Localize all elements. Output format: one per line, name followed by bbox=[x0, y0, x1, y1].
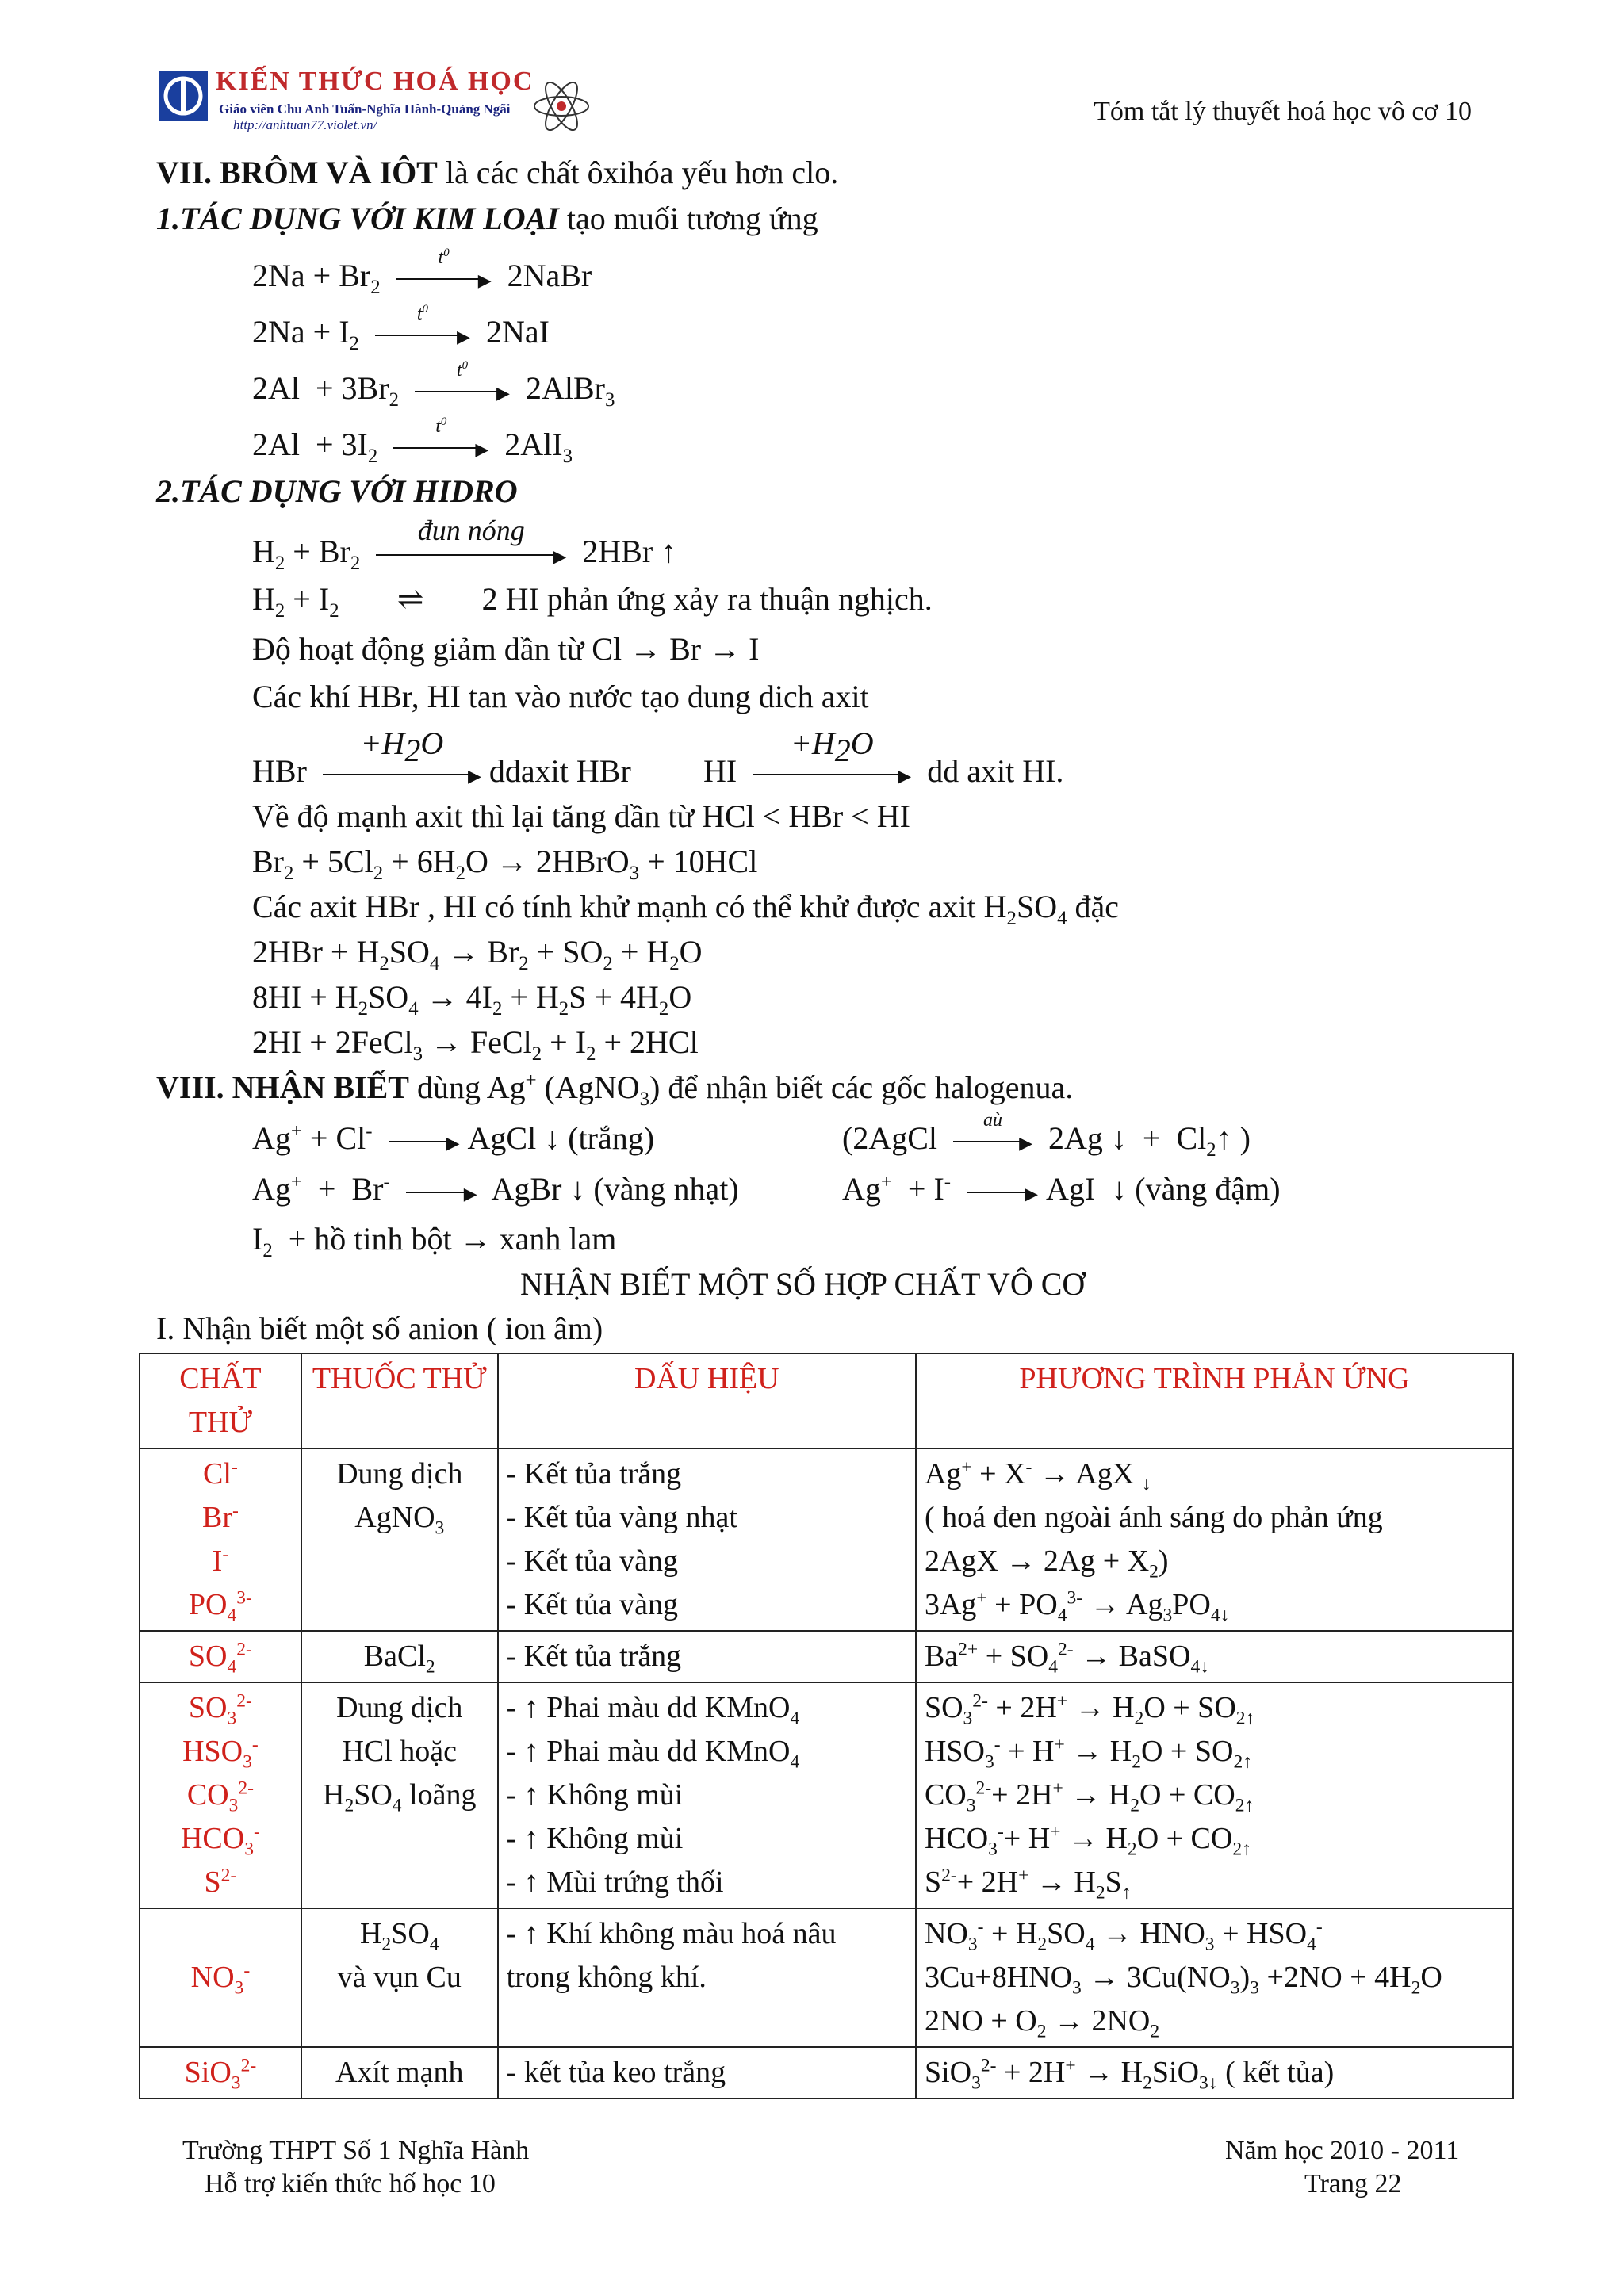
table-row bbox=[140, 1908, 1513, 2047]
acid-strength-note: Về độ mạnh axit thì lại tăng dần từ HCl < HBr < HI bbox=[252, 798, 910, 834]
cell-reagent: Axít mạnh bbox=[301, 2047, 498, 2099]
equation-agi: Ag+ + I- ▶ AgI ↓ (vàng đậm) bbox=[842, 1171, 1281, 1207]
cell-equation: $SO_3^{2-} + 2H^+ \to H_2O + SO_{2↑}$ $HSO_3^- + H^+ \to H_2O + SO_{2↑}$ $CO_3^{2-}+ 2H^+ \to H_2O + CO_{2↑}$ $HCO_3^-+ H^+ \to H_2O + CO_{2↑}$ $S^{2-}+ 2H^+ \to H_2S_↑$ bbox=[916, 1682, 1513, 1908]
equation-br2-cl2: $Br_2 + 5Cl_2 + 6H_2O$ → 2HBrO$_3$ + 10HCl bbox=[252, 844, 758, 884]
cell-equation: $NO_3^- + H_2SO_4 \to HNO_3 + HSO_4^-$ $3Cu+8HNO_3 \to 3Cu(NO_3)_3 +2NO + 4H_2O$ $2NO + O_2 \to 2NO_2$ bbox=[916, 1908, 1513, 2047]
section-7-heading: VII. BRÔM VÀ IÔT là các chất ôxihóa yếu hơn clo. bbox=[156, 155, 839, 190]
cell-sign: - Kết tủa trắng bbox=[498, 1631, 916, 1682]
cell-substance: $SO_4^{2-}$ bbox=[140, 1631, 301, 1682]
equation-hi-water: HI ▶ $+H_2O$ dd axit HI. bbox=[703, 725, 1064, 789]
table-row bbox=[140, 1448, 1513, 1631]
equation-hbr-water: HBr ▶ $+H_2O$ ddaxit HBr bbox=[252, 725, 631, 789]
atom-icon bbox=[530, 75, 593, 138]
table-row bbox=[140, 2047, 1513, 2099]
cell-equation: Ag+ + X- → AgX $_↓$ ( hoá đen ngoài ánh sáng do phản ứng $2AgX \to 2Ag + X_2$) $3Ag^+ + PO_4^{3-} \to Ag_3PO_{4↓}$ bbox=[916, 1448, 1513, 1631]
document-title: Tóm tắt lý thuyết hoá học vô cơ 10 bbox=[1094, 97, 1472, 126]
equation-agcl: Ag+ + Cl- ▶ AgCl ↓ (trắng) bbox=[252, 1120, 655, 1156]
equation-h2-br2: $H_2 + Br_2$ ▶ đun nóng 2HBr ↑ bbox=[252, 514, 677, 574]
cell-substance: Cl- Br- I- $PO_4^{3-}$ bbox=[140, 1448, 301, 1631]
section-8-heading: VIII. NHẬN BIẾT dùng Ag+ (AgNO$_3$) để nhận biết các gốc halogenua. bbox=[156, 1070, 1074, 1110]
header-sign: DẤU HIỆU bbox=[498, 1353, 916, 1448]
cell-substance: SiO$_3^{2-}$ bbox=[140, 2047, 301, 2099]
equation-na-i: $2Na + I_2$ ▶ $t^0$ 2NaI bbox=[252, 302, 550, 354]
logo-emblem-icon bbox=[157, 70, 209, 122]
equation-agcl-light: (2AgCl ▶ aù 2Ag ↓ + $Cl_2↑$ ) bbox=[842, 1109, 1251, 1161]
header-equation: PHƯƠNG TRÌNH PHẢN ỨNG bbox=[916, 1353, 1513, 1448]
cell-equation: $SiO_3^{2-} + 2H^+ \to H_2SiO_{3↓}$ ( kết tủa) bbox=[916, 2047, 1513, 2099]
header-substance: CHẤT THỬ bbox=[140, 1353, 301, 1448]
logo-subtitle: Giáo viên Chu Anh Tuấn-Nghĩa Hành-Quảng Ngãi bbox=[219, 101, 511, 117]
equation-al-br: $2Al + 3Br_2$ ▶ $t^0$ 2AlBr$_3$ bbox=[252, 358, 615, 411]
cell-sign: - ↑ Phai màu dd KMnO$_4$ - ↑ Phai màu dd KMnO$_4$ - ↑ Không mùi - ↑ Không mùi - ↑ Mùi trứng thối bbox=[498, 1682, 916, 1908]
equation-al-i: $2Al + 3I_2$ ▶ $t^0$ 2AlI$_3$ bbox=[252, 415, 573, 467]
footer-year: Năm học 2010 - 2011 bbox=[1225, 2136, 1460, 2165]
cell-reagent: $H_2SO_4$ và vụn Cu bbox=[301, 1908, 498, 2047]
footer-school: Trường THPT Số 1 Nghĩa Hành bbox=[182, 2136, 530, 2165]
table-row bbox=[140, 1631, 1513, 1682]
subsection-hydrogen: 2.TÁC DỤNG VỚI HIDRO bbox=[156, 473, 518, 509]
logo bbox=[157, 67, 601, 146]
cell-sign: - Kết tủa trắng - Kết tủa vàng nhạt - Kết tủa vàng - Kết tủa vàng bbox=[498, 1448, 916, 1631]
reducing-note: Các axit HBr , HI có tính khử mạnh có thể khử được axit $H_2SO_4$ đặc bbox=[252, 889, 1120, 929]
equation-h2-i2: $H_2 + I_2$ ⇌ 2 HI phản ứng xảy ra thuận nghịch. bbox=[252, 581, 933, 622]
table-title: NHẬN BIẾT MỘT SỐ HỢP CHẤT VÔ CƠ bbox=[520, 1266, 1086, 1302]
cell-reagent: Dung dịch AgNO$_3$ bbox=[301, 1448, 498, 1631]
cell-sign: - ↑ Khí không màu hoá nâu trong không khí. bbox=[498, 1908, 916, 2047]
anion-table bbox=[139, 1353, 1514, 2099]
table-subtitle: I. Nhận biết một số anion ( ion âm) bbox=[156, 1311, 603, 1346]
footer-support: Hỗ trợ kiến thức hố học 10 bbox=[205, 2169, 496, 2198]
cell-reagent: Dung dịch HCl hoặc $H_2SO_4$ loãng bbox=[301, 1682, 498, 1908]
logo-url: http://anhtuan77.violet.vn/ bbox=[233, 117, 377, 132]
cell-sign: - kết tủa keo trắng bbox=[498, 2047, 916, 2099]
equation-na-br: $2Na + Br_2$ ▶ $t^0$ 2NaBr bbox=[252, 246, 592, 298]
cell-reagent: BaCl$_2$ bbox=[301, 1631, 498, 1682]
footer-page-number: Trang 22 bbox=[1304, 2169, 1402, 2198]
cell-substance: $SO_3^{2-}$ $HSO_3^-$ $CO_3^{2-}$ $HCO_3^-$ $S^{2-}$ bbox=[140, 1682, 301, 1908]
cell-substance: $NO_3^-$ bbox=[140, 1908, 301, 2047]
header-reagent: THUỐC THỬ bbox=[301, 1353, 498, 1448]
equation-agbr: Ag+ + Br- ▶ AgBr ↓ (vàng nhạt) bbox=[252, 1171, 739, 1207]
table-row bbox=[140, 1682, 1513, 1908]
activity-note: Độ hoạt động giảm dần từ Cl → Br → I bbox=[252, 631, 760, 667]
equation-hi-h2so4: $8HI + H_2SO_4 \to 4I_2 + H_2S + 4H_2O$ bbox=[252, 979, 692, 1020]
equation-hbr-h2so4: $2HBr + H_2SO_4 \to Br_2 + SO_2 + H_2O$ bbox=[252, 934, 703, 974]
logo-title: KIẾN THỨC HOÁ HỌC bbox=[216, 67, 534, 96]
table-header-row bbox=[140, 1353, 1513, 1448]
subsection-metal: 1.TÁC DỤNG VỚI KIM LOẠI tạo muối tương ứng bbox=[156, 201, 818, 236]
dissolve-note: Các khí HBr, HI tan vào nước tạo dung dich axit bbox=[252, 679, 869, 714]
equation-starch: $I_2$ + hồ tinh bột → xanh lam bbox=[252, 1221, 617, 1261]
cell-equation: $Ba^{2+} + SO_4^{2-}$ → BaSO$_{4↓}$ bbox=[916, 1631, 1513, 1682]
equation-hi-fecl3: 2HI + 2FeCl$_3$ → FeCl$_2$ + $I_2 + 2HCl$ bbox=[252, 1024, 699, 1065]
